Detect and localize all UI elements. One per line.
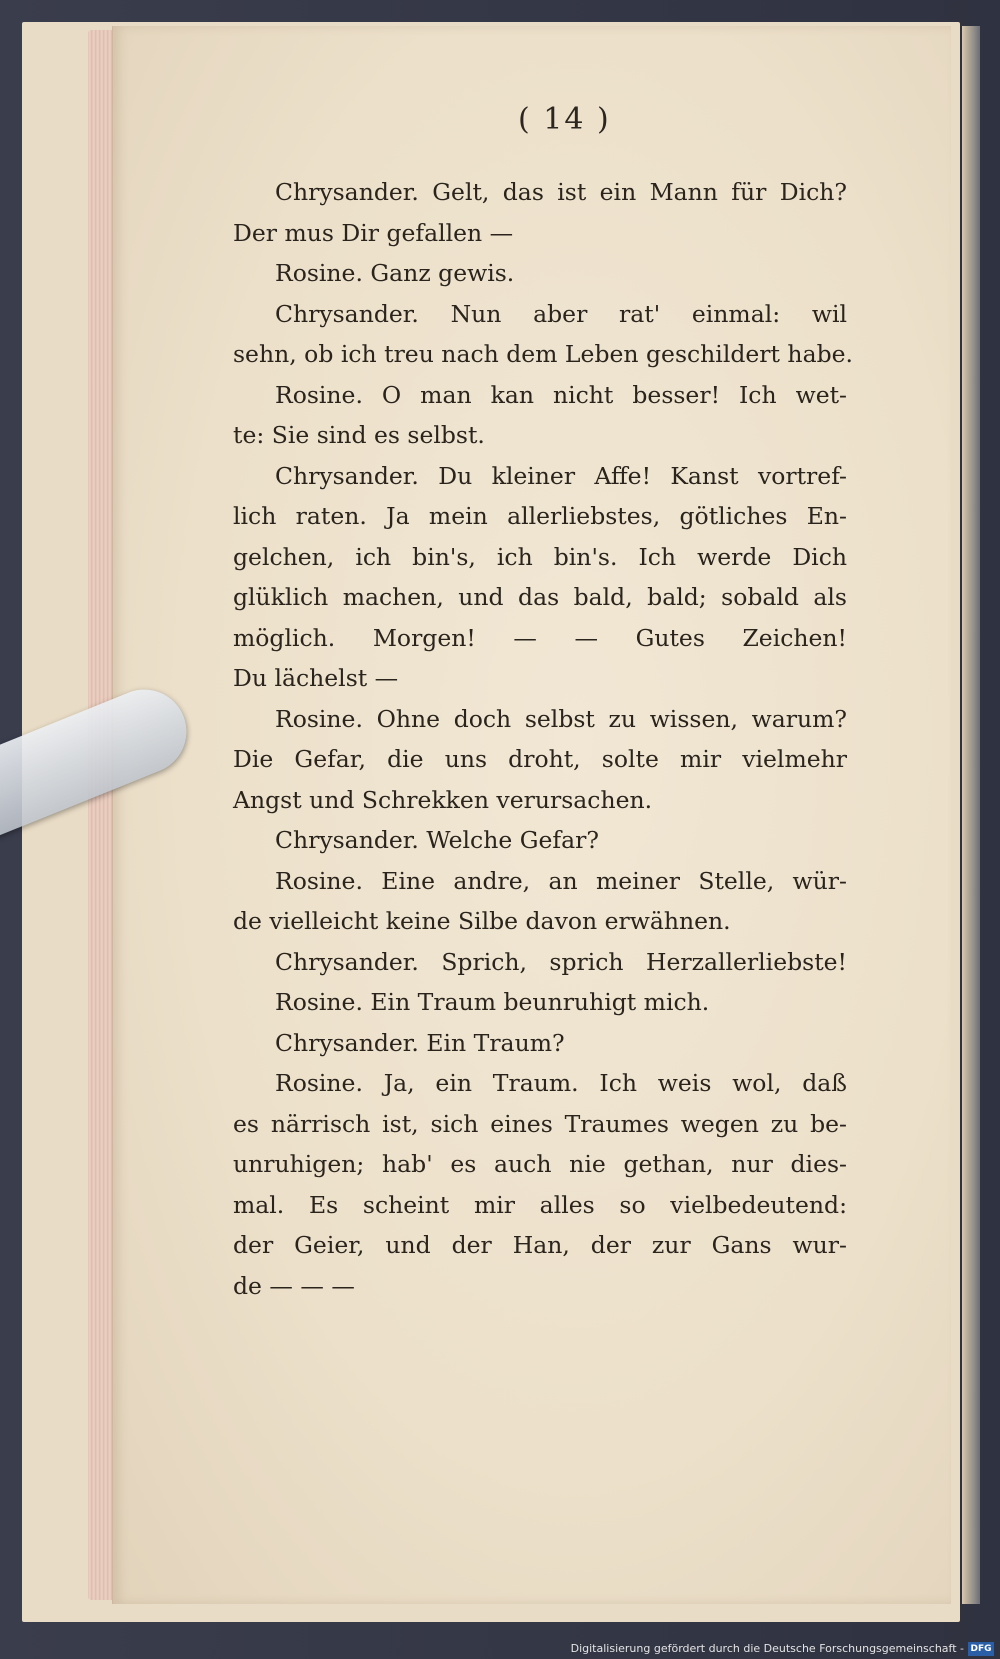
footer-credit: Digitalisierung gefördert durch die Deutsche Forschungsgemeinschaft - — [570, 1642, 964, 1655]
text-line: sehn, ob ich treu nach dem Leben geschildert habe. — [233, 340, 853, 368]
page-number: ( 14 ) — [518, 102, 611, 137]
text-line: Die Gefar, die uns droht, solte mir vielmehr — [233, 745, 847, 773]
text-line: te: Sie sind es selbst. — [233, 421, 485, 449]
text-line: Der mus Dir gefallen — — [233, 218, 514, 247]
text-line: Rosine. Ein Traum beunruhigt mich. — [275, 988, 710, 1016]
text-line: Rosine. Ja, ein Traum. Ich weis wol, daß — [275, 1069, 847, 1097]
text-line: Chrysander. Nun aber rat' einmal: wil — [275, 299, 847, 328]
text-line: glüklich machen, und das bald, bald; sobald als — [233, 583, 847, 611]
text-line: Du lächelst — — [233, 664, 399, 692]
dfg-logo-icon: DFG — [968, 1642, 994, 1656]
text-line: Chrysander. Ein Traum? — [275, 1028, 565, 1057]
text-line: unruhigen; hab' es auch nie gethan, nur dies- — [233, 1150, 847, 1178]
page-gutter — [962, 26, 980, 1604]
text-line: möglich. Morgen! — — Gutes Zeichen! — [233, 623, 847, 652]
text-line: Rosine. Eine andre, an meiner Stelle, wür- — [275, 866, 847, 895]
text-line: Angst und Schrekken verursachen. — [233, 785, 653, 814]
text-line: Chrysander. Welche Gefar? — [275, 826, 599, 854]
text-line: mal. Es scheint mir alles so vielbedeutend: — [233, 1190, 847, 1219]
text-line: de vielleicht keine Silbe davon erwähnen. — [233, 907, 731, 935]
text-line: Rosine. Ohne doch selbst zu wissen, warum? — [275, 704, 847, 733]
page-text — [233, 172, 853, 1306]
text-line: gelchen, ich bin's, ich bin's. Ich werde Dich — [233, 542, 847, 571]
text-line: Chrysander. Du kleiner Affe! Kanst vortref- — [275, 461, 847, 490]
text-line: de — — — — [233, 1271, 355, 1300]
text-line: lich raten. Ja mein allerliebstes, götliches En- — [233, 502, 847, 530]
text-line: Rosine. O man kan nicht besser! Ich wet- — [275, 380, 847, 409]
text-line: Chrysander. Sprich, sprich Herzallerliebste! — [275, 947, 847, 976]
text-line: der Geier, und der Han, der zur Gans wur- — [233, 1231, 847, 1259]
text-line: es närrisch ist, sich eines Traumes wegen zu be- — [233, 1109, 847, 1138]
text-line: Rosine. Ganz gewis. — [275, 259, 515, 287]
text-line: Chrysander. Gelt, das ist ein Mann für Dich? — [275, 178, 847, 206]
